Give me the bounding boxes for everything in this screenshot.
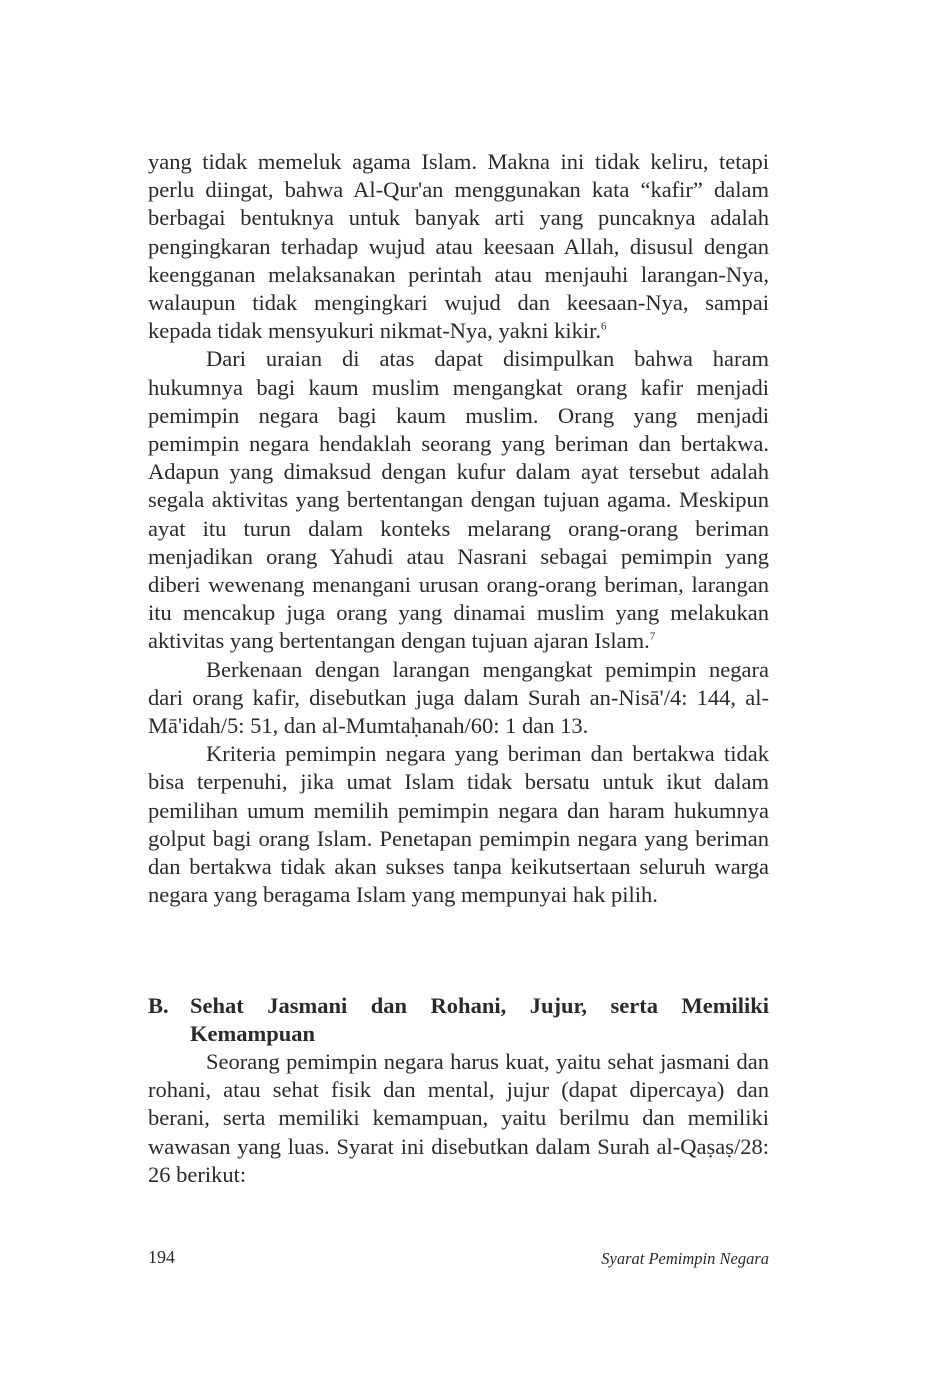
footnote-ref-7[interactable]: 7 [649,630,656,643]
paragraph-criteria: Kriteria pemimpin negara yang beriman dan bertakwa tidak bisa terpenuhi, jika umat Islam tidak bersatu untuk ikut dalam pemilihan umum memilih pemimpin negara dan haram hukumnya golput bagi orang Islam. Penetapan pemimpin negara yang beriman dan bertakwa tidak akan sukses tanpa keikutsertaan seluruh warga negara yang beragama Islam yang mempunyai hak pilih. [148,741,769,908]
page-number: 194 [148,1247,175,1267]
footnote-ref-6[interactable]: 6 [601,320,607,333]
section-heading-b [148,992,769,1048]
body-text-section-b [148,1048,769,1189]
running-title: Syarat Pemimpin Negara [601,1249,769,1268]
body-text-section-a [148,148,769,909]
paragraph-kafir-meaning: yang tidak memeluk agama Islam. Makna ini tidak keliru, tetapi perlu diingat, bahwa Al-Qur'an menggunakan kata “kafir” dalam berbagai bentuknya untuk banyak arti yang puncaknya adalah pengingkaran terhadap wujud atau keesaan Allah, disusul dengan keengganan melaksanakan perintah atau menjauhi larangan-Nya, walaupun tidak mengingkari wujud dan keesaan-Nya, sampai kepada tidak mensyukuri nikmat-Nya, yakni kikir.$^6$ [148,149,769,344]
paragraph-conclusion: Dari uraian di atas dapat disimpulkan bahwa haram hukumnya bagi kaum muslim mengangkat orang kafir menjadi pemimpin negara bagi kaum muslim. Orang yang menjadi pemimpin negara hendaklah seorang yang beriman dan bertakwa. Adapun yang dimaksud dengan kufur dalam ayat tersebut adalah segala aktivitas yang bertentangan dengan tujuan agama. Meskipun ayat itu turun dalam konteks melarang orang-orang beriman menjadikan orang Yahudi atau Nasrani sebagai pemimpin yang diberi wewenang menangani urusan orang-orang beriman, larangan itu mencakup juga orang yang dinamai muslim yang melakukan aktivitas yang bertentangan dengan tujuan ajaran Islam.$^7$ [148,346,769,654]
paragraph-strong-leader: Seorang pemimpin negara harus kuat, yaitu sehat jasmani dan rohani, atau sehat fisik dan mental, jujur (dapat dipercaya) dan berani, serta memiliki kemampuan, yaitu berilmu dan memiliki wawasan yang luas. Syarat ini disebutkan dalam Surah al-Qaṣaṣ/28: 26 berikut: [148,1049,769,1187]
paragraph-surah-references: Berkenaan dengan larangan mengangkat pemimpin negara dari orang kafir, disebutkan juga dalam Surah an-Nisā'/4: 144, al-Mā'idah/5: 51, dan al-Mumtaḥanah/60: 1 dan 13. [148,656,769,739]
section-heading-title: Sehat Jasmani dan Rohani, Jujur, serta Memiliki Kemampuan [190,993,769,1047]
section-heading-letter: B. [148,993,169,1018]
